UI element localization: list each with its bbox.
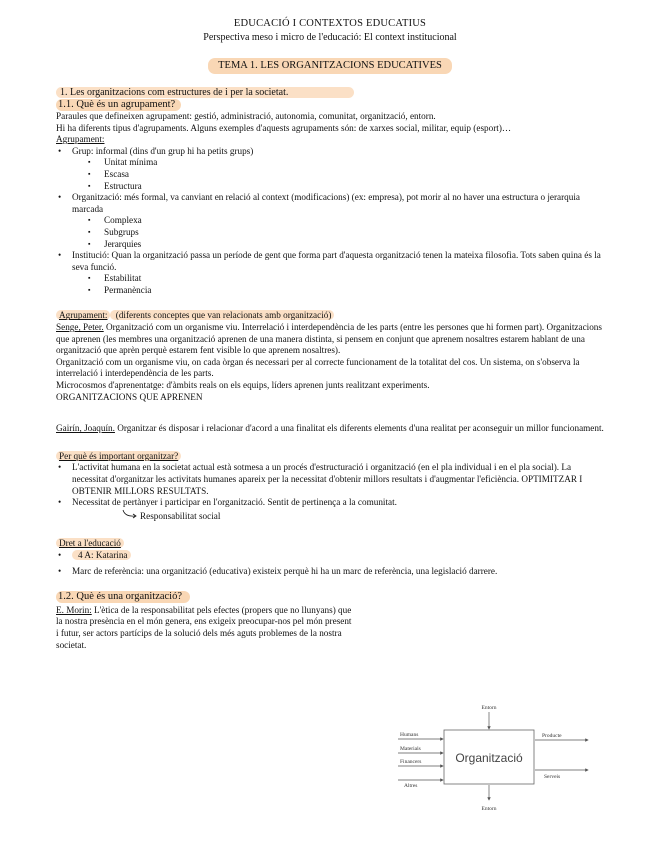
section-1-heading: 1. Les organitzacions com estructures de i per la societat. [56, 87, 354, 99]
perque-heading: Per què és important organitzar? [56, 451, 604, 463]
diagram-input-humans: Humans [400, 732, 419, 738]
list-item: ▪ Estructura [78, 181, 604, 193]
dret-list [56, 550, 604, 577]
list-item: ▪ Jerarquies [78, 239, 604, 251]
diagram-output-producte: Producte [542, 733, 562, 739]
tema-heading: TEMA 1. LES ORGANITZACIONS EDUCATIVES [208, 58, 452, 74]
list-item-grup: • Grup: informal (dins d'un grup hi ha petits grups) ▪ Unitat mínima ▪ Escasa ▪ Estructura [56, 146, 604, 192]
intro-paragraph-2: Hi ha diferents tipus d'agrupaments. Alguns exemples d'aquests agrupaments són: de xarxes social, militar, equip (esport)… [56, 122, 512, 133]
list-item: ▪ Unitat mínima [78, 157, 604, 169]
intro-paragraph-1: Paraules que defineixen agrupament: gestió, administració, autonomia, comunitat, organització, entorn. [56, 110, 436, 121]
diagram-output-serveis: Serveis [544, 774, 561, 780]
organitzacio-diagram [392, 700, 592, 818]
agrupament-list [56, 146, 604, 297]
perque-list [56, 462, 604, 508]
agrupament-2-heading: Agrupament: (diferents conceptes que van relacionats amb organització) [56, 310, 604, 322]
diagram-input-materials: Materials [400, 746, 421, 752]
senge-paragraph: Senge, Peter. Organització com un organisme viu. Interrelació i interdependència de les parts (entre les persones que hi formen part). Organitzacions que aprenen (les membres una organització aprenen de una manera distinta, si pensem en conjunt que aprenem nosaltres estarem hablant de una organització que aprèn perquè estarem fent visible lo que aprenem nosaltres). [56, 322, 602, 356]
section-1-1-heading: 1.1. Què és un agrupament? [56, 99, 181, 111]
diagram-input-financers: Financers [400, 759, 422, 765]
document-subtitle: Perspectiva meso i micro de l'educació: El context institucional [203, 31, 457, 43]
list-item: • 4 A: Katarina [56, 550, 604, 562]
organitzacions-que-aprenen: ORGANITZACIONS QUE APRENEN [56, 391, 203, 402]
microcosmos-paragraph: Microcosmos d'aprenentatge: d'àmbits reals on els equips, líders aprenen junts realitzant experiments. [56, 380, 430, 391]
section-1-2-heading: 1.2. Què és una organització? [56, 591, 190, 603]
diagram-center-label: Organització [455, 751, 523, 765]
list-item: ▪ Permanència [78, 285, 604, 297]
list-item: • Necessitat de pertànyer i participar en l'organització. Sentit de pertinença a la comunitat. [56, 497, 604, 509]
diagram-input-altres: Altres [404, 783, 418, 789]
list-item-institucio: • Institució: Quan la organització passa un període de gent que forma part d'aquesta organització tenen la mateixa filosofia. Tots saben quina és la seva funció. ▪ Estabilitat ▪ Permanència [56, 250, 604, 296]
document-title: EDUCACIÓ I CONTEXTOS EDUCATIUS [233, 18, 427, 29]
curved-arrow-icon [122, 509, 140, 523]
diagram-svg [392, 700, 592, 818]
diagram-top-label: Entorn [481, 705, 497, 711]
list-item: ▪ Subgrups [78, 227, 604, 239]
dret-heading: Dret a l'educació [56, 538, 604, 550]
document-page [56, 16, 604, 651]
morin-paragraph: E. Morin: L'ètica de la responsabilitat pels efectes (propers que no llunyans) que la nostra presència en el món genera, ens exigeix preocupar-nos pel món present i futur, ser actors partícips de la solució dels més aguts problemes de la nostra societat. [56, 604, 352, 650]
list-item-organitzacio: • Organització: més formal, va canviant en relació al context (modificacions) (ex: empresa), pot morir al no haver una estructura o jerarquia marcada ▪ Complexa ▪ Subgrups ▪ Jerarquies [56, 192, 604, 250]
list-item: ▪ Estabilitat [78, 273, 604, 285]
list-item: ▪ Escasa [78, 169, 604, 181]
list-item: • Marc de referència: una organització (educativa) existeix perquè hi ha un marc de referència, una legislació darrere. [56, 566, 604, 578]
gairin-paragraph: Gairín, Joaquín. Organitzar és disposar i relacionar d'acord a una finalitat els diferents elements d'una realitat per aconseguir un millor funcionament. [56, 423, 604, 434]
diagram-bottom-label: Entorn [481, 806, 497, 812]
list-item: • L'activitat humana en la societat actual està sotmesa a un procés d'estructuració i organització (en el pla individual i en el pla social). La necessitat d'organitzar les activitats humanes apareix per la necessitat d'obtenir millors resultats i d'augmentar l'eficiència. OPTIMITZAR I OBTENIR MILLORS RESULTATS. [56, 462, 604, 497]
list-item: ▪ Complexa [78, 215, 604, 227]
organism-paragraph: Organització com un organisme viu, on cada òrgan és necessari per al correcte funcionament de la totalitat del cos. Un sistema, on s'observa la interrelació i interdependència de les parts. [56, 356, 580, 379]
responsabilitat-social: Responsabilitat social [122, 509, 604, 523]
agrupament-label: Agrupament: [56, 134, 105, 145]
